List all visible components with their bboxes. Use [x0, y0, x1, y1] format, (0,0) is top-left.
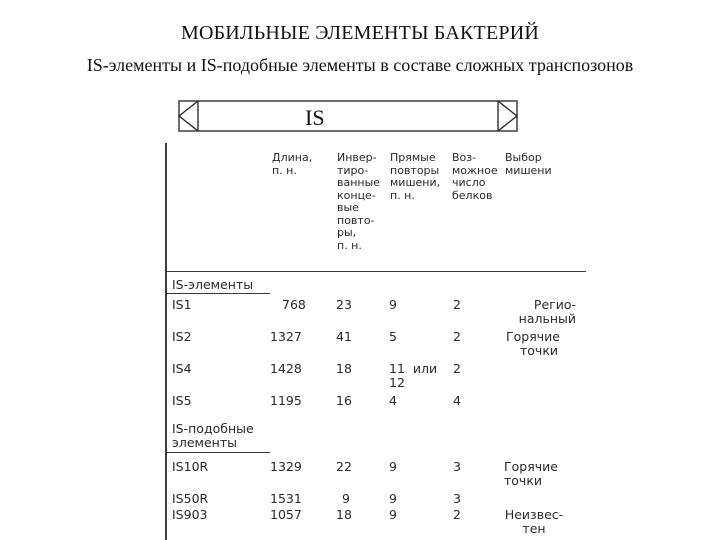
- header-direct-repeats: Прямые повторы мишени, п. н.: [390, 151, 441, 202]
- row-name: IS50R: [172, 491, 209, 506]
- row-name: IS1: [172, 297, 192, 312]
- row-target: Горячие точки: [506, 329, 560, 358]
- row-proteins: 2: [453, 507, 461, 522]
- row-inverted-repeats: 22: [336, 459, 352, 474]
- is-label: IS: [305, 105, 325, 130]
- row-target: Регио- нальный: [518, 297, 576, 326]
- row-direct-repeats: 9: [389, 507, 397, 522]
- row-inverted-repeats: 41: [336, 329, 352, 344]
- row-direct-repeats: 11 или 12: [389, 361, 438, 390]
- row-name: IS903: [172, 507, 208, 522]
- row-name: IS5: [172, 393, 192, 408]
- row-length: 1329: [270, 459, 302, 474]
- row-proteins: 2: [453, 297, 461, 312]
- row-proteins: 2: [453, 329, 461, 344]
- row-direct-repeats: 5: [389, 329, 397, 344]
- row-proteins: 4: [453, 393, 461, 408]
- row-inverted-repeats: 9: [342, 491, 350, 506]
- right-inverted-repeat: [498, 101, 517, 131]
- left-inverted-repeat: [179, 101, 198, 131]
- page-title: МОБИЛЬНЫЕ ЭЛЕМЕНТЫ БАКТЕРИЙ: [181, 22, 539, 44]
- row-length: 1057: [270, 507, 302, 522]
- row-direct-repeats: 9: [389, 491, 397, 506]
- row-target: Горячие точки: [504, 459, 558, 488]
- row-name: IS10R: [172, 459, 209, 474]
- header-divider: [166, 271, 586, 272]
- is-element-diagram: [178, 100, 518, 132]
- header-target: Выбор мишени: [505, 151, 552, 177]
- row-target: Неизвес- тен: [504, 507, 564, 536]
- row-name: IS4: [172, 361, 192, 376]
- row-inverted-repeats: 23: [336, 297, 352, 312]
- section-underline: [166, 452, 270, 453]
- row-proteins: 3: [453, 459, 461, 474]
- header-inverted-repeats: Инвер- тиро- ванные конце- вые повто- ры, п. н.: [337, 151, 381, 252]
- row-inverted-repeats: 18: [336, 361, 352, 376]
- section-underline: [166, 293, 270, 294]
- row-length: 1327: [270, 329, 302, 344]
- row-length: 1195: [270, 393, 302, 408]
- row-direct-repeats: 4: [389, 393, 397, 408]
- header-length: Длина, п. н.: [272, 151, 313, 177]
- row-direct-repeats: 9: [389, 459, 397, 474]
- row-name: IS2: [172, 329, 192, 344]
- row-inverted-repeats: 16: [336, 393, 352, 408]
- row-inverted-repeats: 18: [336, 507, 352, 522]
- table-left-border: [165, 143, 167, 540]
- header-proteins: Воз- можное число белков: [452, 151, 498, 202]
- section-title-is-like-elements: IS-подобные элементы: [172, 421, 254, 450]
- row-direct-repeats: 9: [389, 297, 397, 312]
- row-proteins: 3: [453, 491, 461, 506]
- page-subtitle: IS-элементы и IS-подобные элементы в составе сложных транспозонов: [86, 55, 634, 75]
- row-length: 768: [282, 297, 306, 312]
- row-proteins: 2: [453, 361, 461, 376]
- row-length: 1531: [270, 491, 302, 506]
- section-title-is-elements: IS-элементы: [172, 277, 254, 292]
- row-length: 1428: [270, 361, 302, 376]
